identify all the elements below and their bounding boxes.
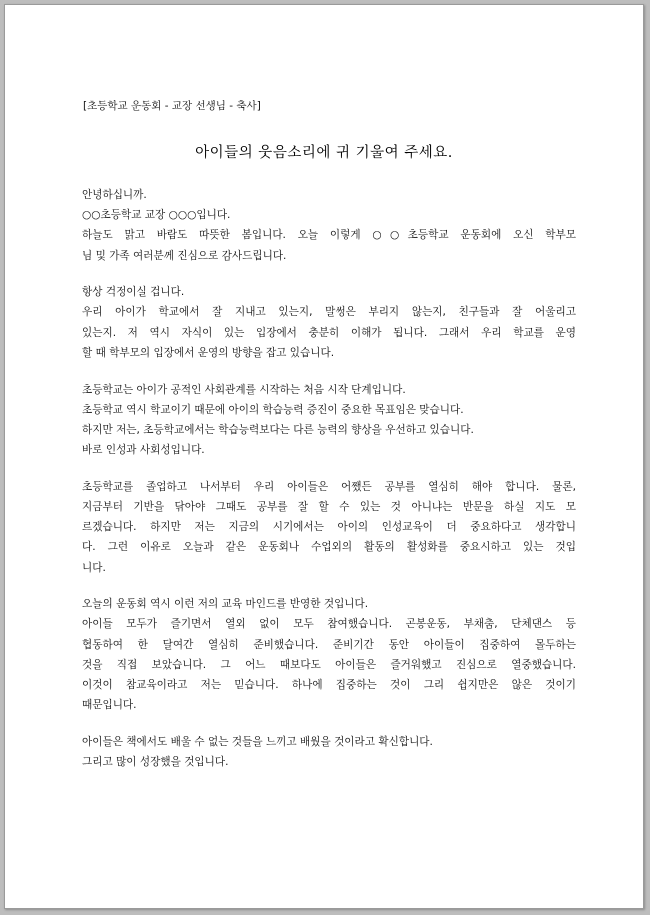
paragraph-gap (82, 578, 576, 595)
text-line: 때문입니다. (82, 699, 137, 712)
text-line: 아이들은 책에서도 배울 수 없는 것들을 느끼고 배웠을 것이라고 확신합니다. (82, 735, 433, 748)
text-line: 있는지. 저 역시 자식이 있는 입장에서 충분히 이해가 됩니다. 그래서 우리 학교를 운영 (82, 326, 576, 339)
text-line: 오늘의 운동회 역시 이런 저의 교육 마인드를 반영한 것입니다. (82, 598, 369, 611)
text-line: 그리고 많이 성장했을 것입니다. (82, 756, 229, 768)
text-line: 님 및 가족 여러분께 진심으로 감사드립니다. (82, 249, 287, 262)
paragraph-gap (82, 715, 576, 732)
document-page (4, 4, 644, 909)
text-line: 니다. (82, 561, 106, 574)
text-line: 초등학교를 졸업하고 나서부터 우리 아이들은 어쨌든 공부를 열심히 해야 합니다. 물론, (82, 480, 576, 493)
paragraph-gap (82, 460, 576, 477)
text-line: 르겠습니다. 하지만 저는 지금의 시기에서는 아이의 인성교육이 더 중요하다고 생각합니 (82, 521, 576, 534)
text-line: 아이들 모두가 즐기면서 열외 없이 모두 참여했습니다. 곤봉운동, 부채춤, 단체댄스 등 (82, 618, 576, 631)
text-line: 항상 걱정이실 겁니다. (82, 286, 185, 299)
paragraph (82, 477, 576, 578)
paragraph-gap (82, 363, 576, 380)
paragraph-gap (82, 266, 576, 283)
paragraph (82, 380, 576, 461)
paragraph (82, 282, 576, 363)
text-line: 안녕하십니까. (82, 189, 147, 201)
text-line: 바로 인성과 사회성입니다. (82, 444, 205, 457)
document-body (82, 185, 576, 772)
text-line: 초등학교는 아이가 공적인 사회관계를 시작하는 처음 시작 단계입니다. (82, 383, 406, 396)
document-title: 아이들의 웃음소리에 귀 기울여 주세요. (195, 145, 453, 161)
text-line: 것을 직접 보았습니다. 그 어느 때보다도 아이들은 즐거워했고 진심으로 열중했습니다. (82, 658, 576, 671)
text-line: 이것이 참교육이라고 저는 믿습니다. 하나에 집중하는 것이 그리 쉽지만은 않은 것이기 (82, 678, 576, 691)
document-category-tag: [초등학교 운동회 - 교장 선생님 - 축사] (83, 100, 261, 112)
paragraph (82, 594, 576, 715)
text-line: 다. 그런 이유로 오늘과 같은 운동회나 수업외의 활동의 활성화를 중요시하고 있는 것입 (82, 541, 576, 554)
text-line: ○○초등학교 교장 ○○○입니다. (82, 209, 231, 222)
text-line: 협동하여 한 달여간 열심히 준비했습니다. 준비기간 동안 아이들이 집중하여 몰두하는 (82, 638, 576, 651)
paragraph (82, 185, 576, 266)
paragraph (82, 732, 576, 772)
text-line: 우리 아이가 학교에서 잘 지내고 있는지, 말썽은 부리지 않는지, 친구들과 잘 어울리고 (82, 306, 576, 319)
text-line: 하늘도 맑고 바람도 따뜻한 봄입니다. 오늘 이렇게 ○○초등학교 운동회에 오신 학부모 (82, 229, 576, 242)
text-line: 초등학교 역시 학교이기 때문에 아이의 학습능력 증진이 중요한 목표임은 맞습니다. (82, 403, 464, 416)
text-line: 할 때 학부모의 입장에서 운영의 방향을 잡고 있습니다. (82, 346, 335, 359)
text-line: 하지만 저는, 초등학교에서는 학습능력보다는 다른 능력의 향상을 우선하고 있습니다. (82, 423, 474, 436)
text-line: 지금부터 기반을 닦아야 그때도 공부를 잘 할 수 있는 것 아니냐는 반문을 하실 지도 모 (82, 500, 576, 513)
